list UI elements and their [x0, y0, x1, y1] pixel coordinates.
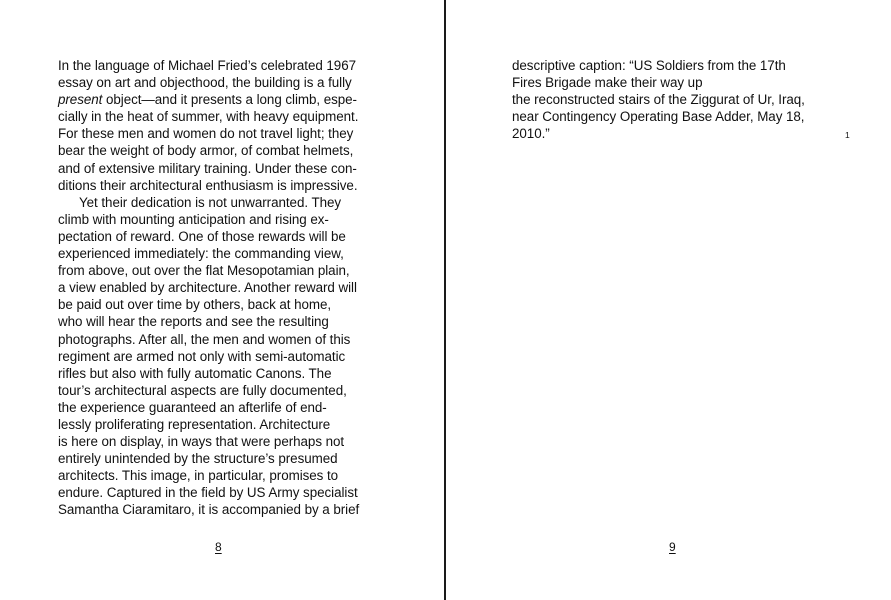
text-line: ditions their architectural enthusiasm is impressive. — [58, 177, 358, 193]
text-line: climb with mounting anticipation and rising ex- — [58, 211, 329, 227]
text-line: essay on art and objecthood, the building is a fully — [58, 75, 352, 91]
text-line: Samantha Ciaramitaro, it is accompanied by a brief — [58, 502, 360, 518]
text-line: descriptive caption: “US Soldiers from the 17th — [512, 58, 786, 73]
text-line: the reconstructed stairs of the Ziggurat of Ur, Iraq, — [512, 92, 805, 108]
text-line: photographs. After all, the men and women of this — [58, 331, 351, 347]
text-line: pectation of reward. One of those rewards will be — [58, 228, 346, 244]
text-line: cially in the heat of summer, with heavy equipment. — [58, 109, 359, 125]
text-line: from above, out over the flat Mesopotamian plain, — [58, 263, 350, 279]
page-number-right: 9 — [669, 540, 676, 554]
text-line: be paid out over time by others, back at home, — [58, 297, 332, 313]
text-line: For these men and women do not travel light; they — [58, 126, 354, 142]
gutter-divider — [444, 0, 446, 600]
text-line: endure. Captured in the field by US Army specialist — [58, 485, 358, 501]
text-line: experienced immediately: the commanding view, — [58, 246, 344, 262]
right-page-body — [512, 57, 805, 142]
text-line: who will hear the reports and see the resulting — [58, 314, 329, 330]
text-line: In the language of Michael Fried’s celebrated 1967 — [58, 58, 356, 73]
text-line: architects. This image, in particular, promises to — [58, 468, 339, 484]
paragraph-start-line: Yet their dedication is not unwarranted. They — [79, 194, 342, 210]
page-number-left: 8 — [215, 540, 222, 554]
text-line: 2010.” — [512, 126, 550, 142]
text-fragment: object—and it presents a long climb, espe- — [102, 92, 357, 108]
text-line: entirely unintended by the structure’s presumed — [58, 451, 338, 467]
text-line: Fires Brigade make their way up — [512, 75, 703, 91]
footnote-marker: 1 — [845, 130, 850, 140]
text-line: lessly proliferating representation. Architecture — [58, 416, 331, 432]
text-line — [58, 91, 359, 108]
text-line: is here on display, in ways that were perhaps not — [58, 434, 345, 450]
text-line: regiment are armed not only with semi-automatic — [58, 348, 346, 364]
left-page-body — [58, 57, 359, 519]
text-line: and of extensive military training. Under these con- — [58, 160, 357, 176]
text-line: near Contingency Operating Base Adder, May 18, — [512, 109, 805, 125]
text-line: a view enabled by architecture. Another reward will — [58, 280, 357, 296]
text-line: the experience guaranteed an afterlife of end- — [58, 399, 327, 415]
emphasis-text: present — [58, 92, 103, 108]
text-line: tour’s architectural aspects are fully documented, — [58, 382, 347, 398]
text-line: bear the weight of body armor, of combat helmets, — [58, 143, 354, 159]
text-line: rifles but also with fully automatic Canons. The — [58, 365, 332, 381]
